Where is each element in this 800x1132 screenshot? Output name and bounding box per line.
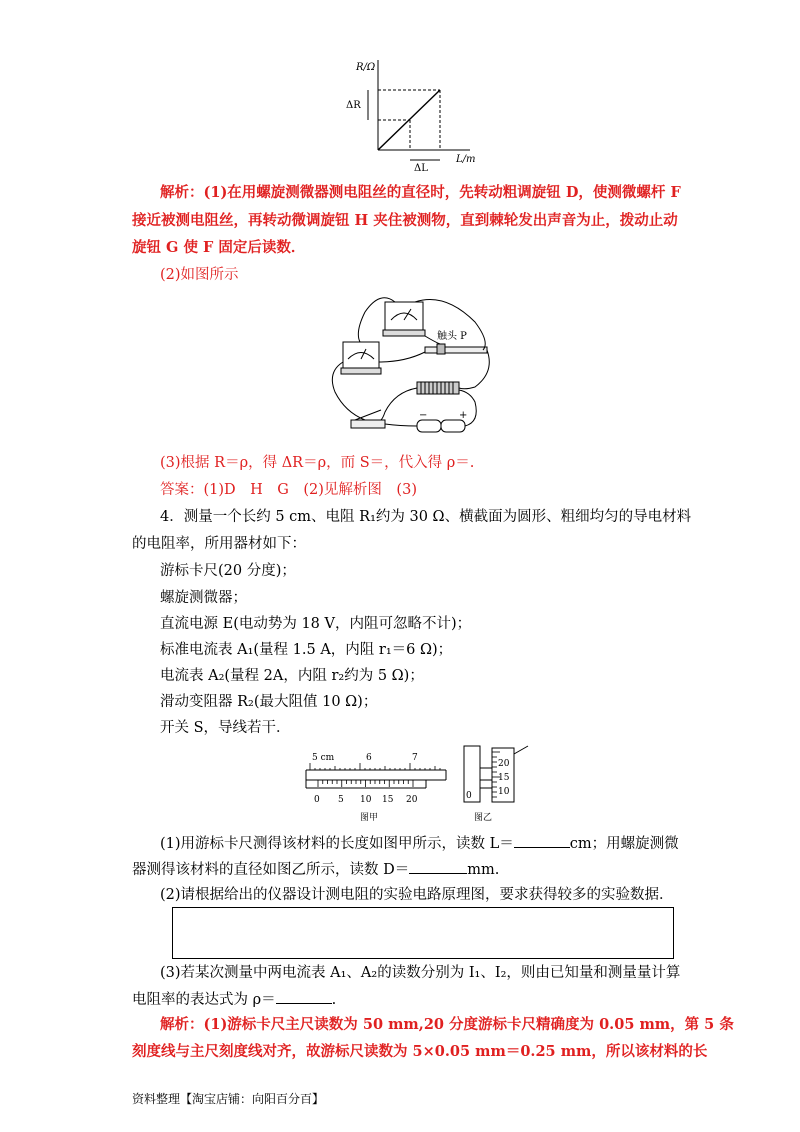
micrometer-tick: 10: [498, 787, 510, 797]
analysis1-line5: (3)根据 R＝ρ，得 ΔR＝ρ，而 S＝，代入得 ρ＝.: [160, 455, 475, 471]
graph-ylabel: R/Ω: [356, 62, 376, 73]
sub3-line1: (3)若某次测量中两电流表 A₁、A₂的读数分别为 I₁、I₂，则由已知量和测量量计算: [160, 965, 681, 981]
sub3-text-b: .: [331, 992, 337, 1008]
graph-delta-r: ΔR: [346, 100, 361, 111]
sub1-text-a: (1)用游标卡尺测得该材料的长度如图甲所示，读数 L＝: [160, 836, 514, 852]
caliper-main-label: 7: [412, 753, 418, 763]
q4-stem2: 的电阻率，所用器材如下：: [132, 536, 306, 552]
analysis2-line2: 刻度线与主尺刻度线对齐，故游标尺读数为 5×0.05 mm＝0.25 mm，所以该材料的长: [132, 1043, 708, 1060]
micrometer-caption: 图乙: [474, 813, 493, 823]
vernier-caliper-figure: [298, 744, 454, 826]
q4-item: 标准电流表 A₁(量程 1.5 A，内阻 r₁＝6 Ω)；: [160, 642, 453, 658]
sub1-text-c: 器测得该材料的直径如图乙所示，读数 D＝: [132, 862, 410, 878]
caliper-vernier-label: 0: [314, 795, 320, 805]
q4-item: 电流表 A₂(量程 2A，内阻 r₂约为 5 Ω)；: [160, 668, 424, 684]
circuit-answer-box[interactable]: [172, 907, 674, 959]
sub1-text-d: mm.: [467, 862, 500, 878]
answer-blank-rho[interactable]: [276, 989, 332, 1004]
sub1-line2: [132, 859, 499, 880]
caliper-caption: 图甲: [360, 813, 379, 823]
sub3-line2: [132, 989, 336, 1010]
analysis2-line1: 解析：(1)游标卡尺主尺读数为 50 mm,20 分度游标卡尺精确度为 0.05 mm，第 5 条: [160, 1016, 734, 1033]
q4-stem1: 4．测量一个长约 5 cm、电阻 R₁约为 30 Ω、横截面为圆形、粗细均匀的导电材料: [160, 509, 692, 525]
q4-item: 螺旋测微器；: [160, 590, 247, 606]
analysis1-line2: 接近被测电阻丝，再转动微调旋钮 H 夹住被测物，直到棘轮发出声音为止，拨动止动: [132, 212, 678, 229]
sub3-text-a: 电阻率的表达式为 ρ＝: [132, 992, 276, 1008]
graph-xlabel: L/m: [456, 154, 476, 165]
sub2-line: (2)请根据给出的仪器设计测电阻的实验电路原理图，要求获得较多的实验数据．: [160, 887, 674, 903]
footer: 资料整理【淘宝店铺：向阳百分百】: [132, 1092, 325, 1106]
graph-delta-l: ΔL: [414, 163, 428, 172]
caliper-vernier-label: 20: [406, 795, 418, 805]
q4-item: 直流电源 E(电动势为 18 V，内阻可忽略不计)；: [160, 616, 472, 632]
battery-minus: −: [419, 410, 428, 421]
caliper-vernier-label: 5: [338, 795, 344, 805]
q4-item: 游标卡尺(20 分度)；: [160, 563, 296, 579]
caliper-main-label: 5 cm: [312, 753, 335, 763]
sub1-line1: [160, 833, 679, 854]
micrometer-zero: 0: [466, 791, 472, 801]
micrometer-tick: 15: [498, 773, 510, 783]
sub1-text-b: cm；用螺旋测微: [569, 836, 679, 852]
caliper-vernier-label: 10: [360, 795, 372, 805]
analysis1-line1: 解析：(1)在用螺旋测微器测电阻丝的直径时，先转动粗调旋钮 D，使测微螺杆 F: [160, 184, 681, 201]
battery-plus: +: [459, 410, 468, 421]
caliper-vernier-label: 15: [382, 795, 394, 805]
q4-item: 开关 S，导线若干．: [160, 720, 291, 736]
micrometer-figure: [462, 740, 534, 826]
caliper-main-label: 6: [366, 753, 372, 763]
micrometer-tick: 20: [498, 759, 510, 769]
r-l-graph: [340, 50, 490, 172]
analysis1-line4: (2)如图所示: [160, 267, 239, 283]
probe-label: 触头 P: [437, 331, 467, 342]
answer-blank-d[interactable]: [409, 859, 467, 874]
analysis1-line3: 旋钮 G 使 F 固定后读数．: [132, 239, 306, 256]
circuit-diagram: [325, 292, 495, 440]
q4-item: 滑动变阻器 R₂(最大阻值 10 Ω)；: [160, 694, 378, 710]
answer-blank-l[interactable]: [514, 833, 570, 848]
answer-line: 答案：(1)D H G (2)见解析图 (3): [160, 482, 417, 498]
